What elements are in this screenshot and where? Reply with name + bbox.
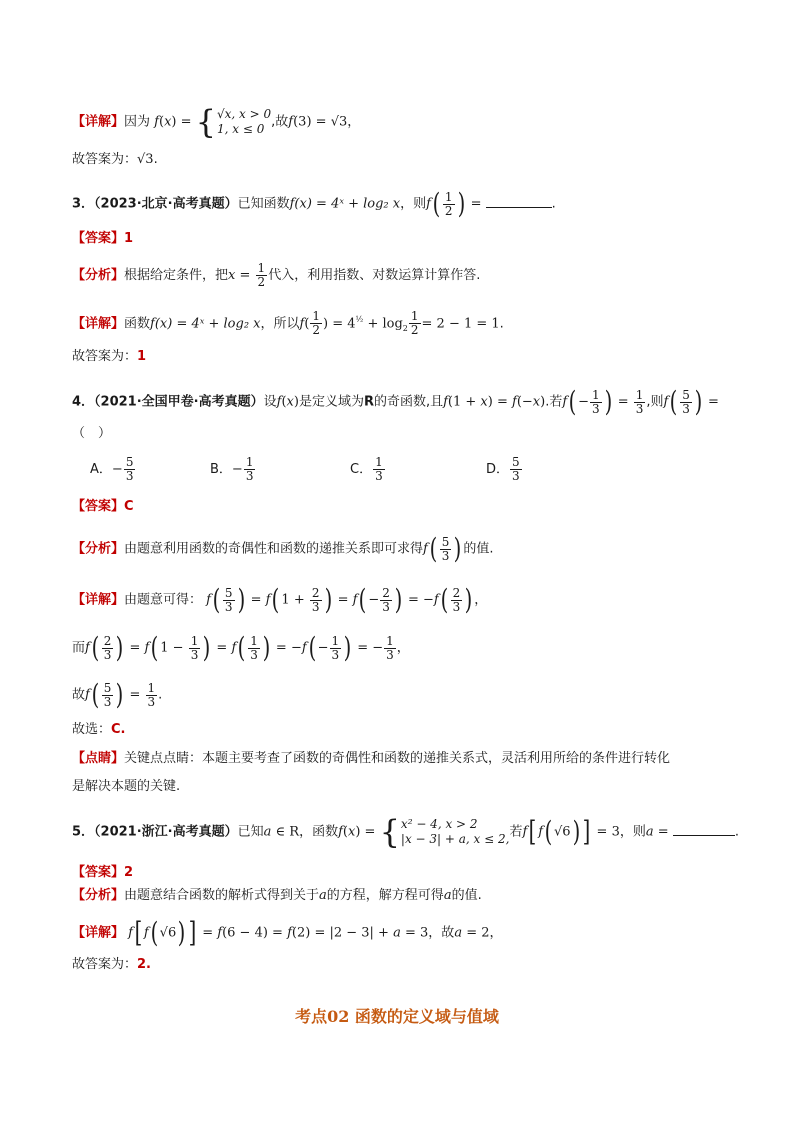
section-title: 考点02 函数的定义域与值域 xyxy=(295,1007,499,1026)
q3-source: （2023·北京·高考真题） xyxy=(94,196,238,212)
q3-func: f(x) = 4ˣ + log₂ x xyxy=(289,196,401,212)
q3-conclusion: 故答案为：1 xyxy=(72,349,147,364)
q4-option-c[interactable]: C． $\frac{1}{3}$ xyxy=(350,455,383,483)
p2-so: ,故 xyxy=(271,114,289,130)
q5-stem: 5．（2021·浙江·高考真题）已知a ∈ R，函数f(x) = { x² − 4, x > 2 |x − 3| + a, x ≤ 2, 若f[ f( √6) ] = 3，则a = . xyxy=(72,813,739,851)
q5-detail: 【详解】 f[ f( √6) ] = f(6 − 4) = f(2) = |2 − 3| + a = 3，故a = 2， xyxy=(72,916,503,949)
p2-brace: { xyxy=(195,103,217,141)
q3-answer: 【答案】1 xyxy=(72,231,134,246)
q4-stem: 4．（2021·全国甲卷·高考真题）设f(x)是定义域为R的奇函数,且f(1 + x) = f(−x).若f( − $\frac{1}{3}$ ) = $\frac{1}{3}$ ,则f( $\frac{5}{3}$ ) = xyxy=(72,385,719,418)
p2-because: 因为 xyxy=(124,114,151,130)
q4-detail-line3: 故f( $\frac{5}{3}$ ) = $\frac{1}{3}$ . xyxy=(72,678,163,711)
q5-analysis: 【分析】由题意结合函数的解析式得到关于a的方程，解方程可得a的值. xyxy=(72,888,482,903)
q4-paren: （ ） xyxy=(72,426,112,441)
q5-answer: 【答案】2 xyxy=(72,865,134,880)
q5-cases: x² − 4, x > 2 |x − 3| + a, x ≤ 2, xyxy=(400,817,510,846)
q3-number: 3． xyxy=(72,196,95,212)
q4-analysis: 【分析】由题意利用函数的奇偶性和函数的递推关系即可求得f( $\frac{5}{3}$ ) 的值. xyxy=(72,532,494,565)
q3-stem: 3．（2023·北京·高考真题）已知函数f(x) = 4ˣ + log₂ x，则f( $\frac{1}{2}$ ) = . xyxy=(72,187,556,220)
q3-analysis: 【分析】根据给定条件，把x = $\frac{1}{2}$ 代入，利用指数、对数运算计算作答. xyxy=(72,261,481,289)
q4-detail-line1: 【详解】由题意可得： f( $\frac{5}{3}$ ) = f( 1 + $\frac{2}{3}$ ) = f( − $\frac{2}{3}$ ) = −f( $\frac{2}{3}$ ) ， xyxy=(72,583,488,616)
q5-answer-blank xyxy=(673,823,735,836)
q4-option-a[interactable]: A．− $\frac{5}{3}$ xyxy=(90,455,134,483)
p2-detail-line: 【详解】因为 f(x) = { √x, x > 0 1, x ≤ 0 ,故f(3) = √3， xyxy=(72,103,361,141)
q4-comment-line1: 【点睛】关键点点睛：本题主要考查了函数的奇偶性和函数的递推关系式，灵活利用所给的条件进行转化 xyxy=(72,751,671,766)
q4-option-d[interactable]: D． $\frac{5}{3}$ xyxy=(486,455,520,483)
q3-detail: 【详解】函数f(x) = 4ˣ + log₂ x，所以f( $\frac{1}{2}$ ) = $4^{\frac{1}{2}} + \log_2$ $\frac{1}{2}$ = 2 − 1 = 1. xyxy=(72,309,504,338)
q4-detail-line2: 而f( $\frac{2}{3}$ ) = f( 1 − $\frac{1}{3}$ ) = f( $\frac{1}{3}$ ) = −f( − $\frac{1}{3}$ ) = − $\frac{1}{3}$ ， xyxy=(72,631,410,664)
q5-conclusion: 故答案为：2. xyxy=(72,957,151,972)
q4-answer: 【答案】C xyxy=(72,499,134,514)
q4-comment-line2: 是解决本题的关键. xyxy=(72,779,181,794)
q3-answer-blank xyxy=(486,195,552,208)
q4-options xyxy=(72,456,734,486)
q4-option-b[interactable]: B．− $\frac{1}{3}$ xyxy=(210,455,254,483)
p2-fx: f xyxy=(154,114,159,130)
p2-cases: √x, x > 0 1, x ≤ 0 xyxy=(217,107,272,136)
q5-brace: { xyxy=(379,813,400,851)
p2-sqrt3: √3 xyxy=(330,114,348,130)
detail-tag: 【详解】 xyxy=(72,114,125,130)
p2-conclusion: 故答案为：√3. xyxy=(72,152,158,167)
q4-choose: 故选：C. xyxy=(72,722,126,737)
